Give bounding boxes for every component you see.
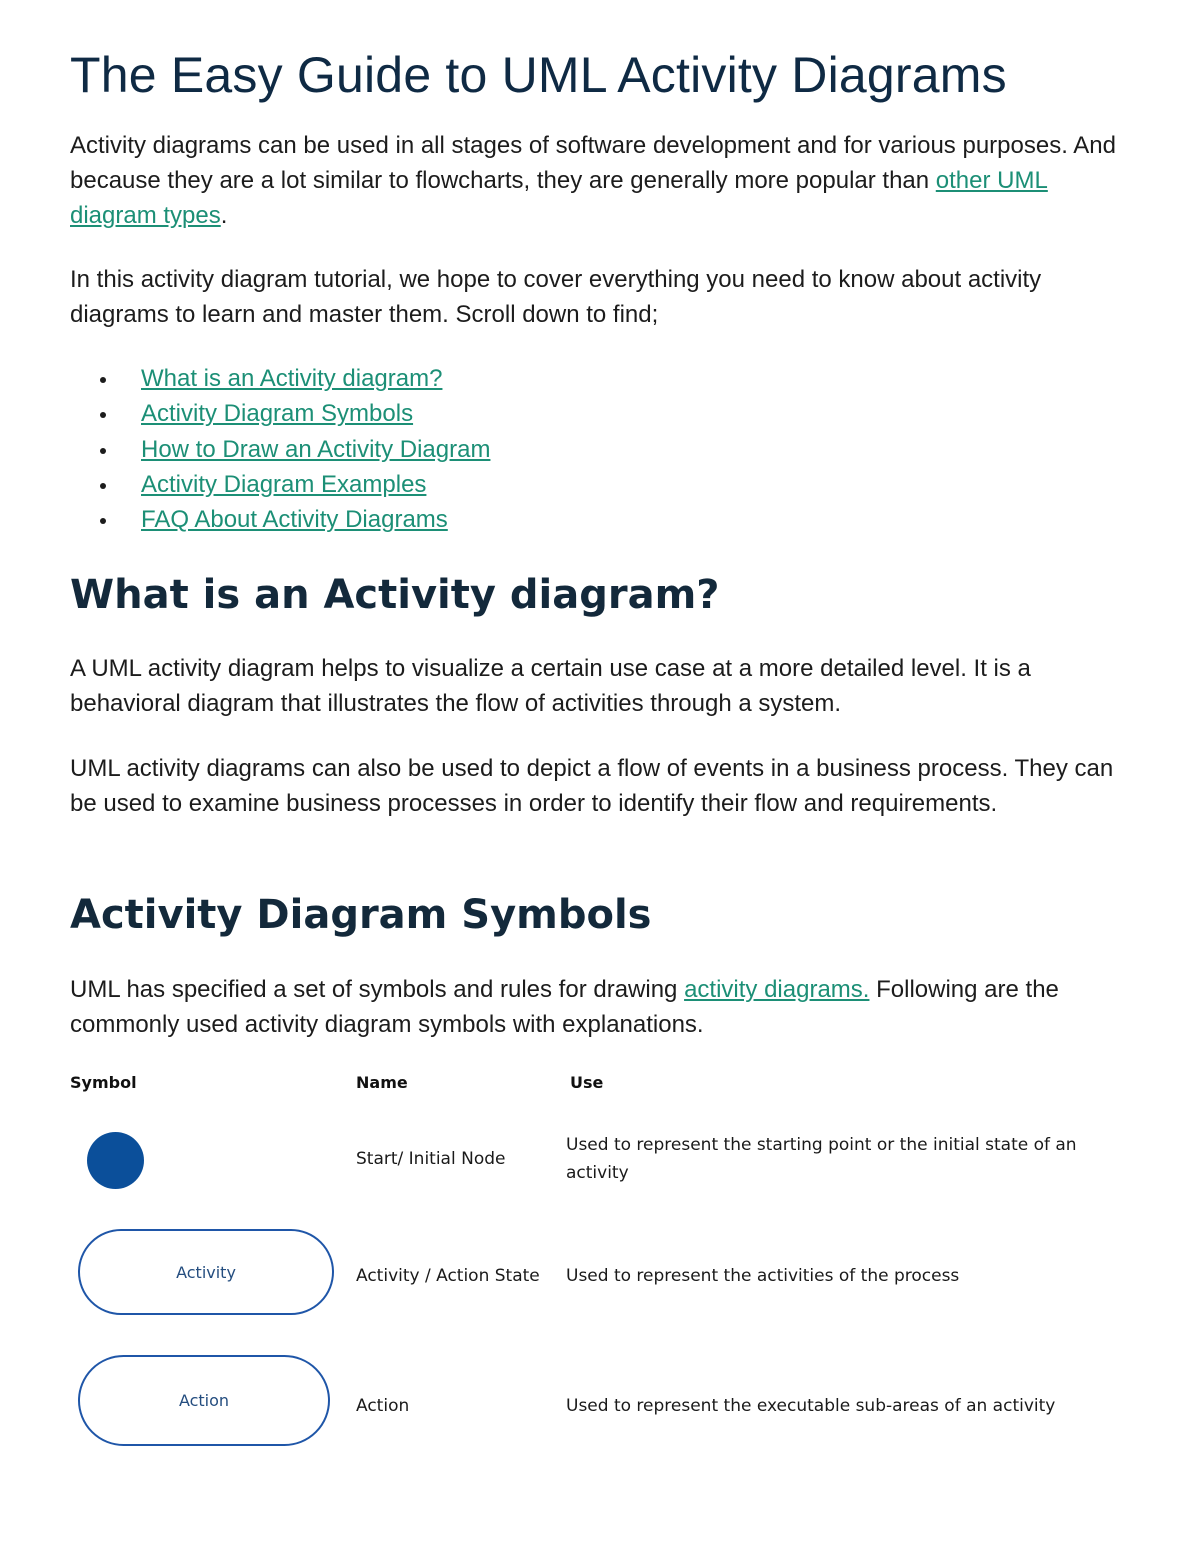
toc-link-examples[interactable]: Activity Diagram Examples	[141, 470, 427, 498]
table-header-name: Name	[356, 1073, 408, 1092]
table-header-symbol: Symbol	[70, 1073, 137, 1092]
toc-link-how-to-draw[interactable]: How to Draw an Activity Diagram	[141, 435, 491, 463]
intro-p1-end: .	[220, 202, 228, 229]
bullet-icon	[100, 448, 106, 454]
section2-p1-end: Following are the commonly used activity diagram symbols with explanations.	[70, 976, 1059, 1038]
row-name-activity: Activity / Action State	[356, 1266, 540, 1286]
row-use-start: Used to represent the starting point or the initial state of an activity	[566, 1135, 1077, 1183]
row-name-action: Action	[356, 1396, 410, 1416]
intro-p1-text: Activity diagrams can be used in all stages of software development and for various purposes. And because they are a lot similar to flowcharts, they are generally more popular than	[70, 132, 1116, 194]
bullet-icon	[100, 483, 106, 489]
toc-item-examples	[100, 467, 490, 502]
row-use-activity: Used to represent the activities of the process	[566, 1266, 960, 1286]
action-symbol-label: Action	[178, 1391, 230, 1410]
toc-item-how-to-draw	[100, 432, 490, 467]
toc-item-faq	[100, 502, 490, 537]
section-heading-what-is: What is an Activity diagram?	[70, 572, 720, 618]
bullet-icon	[100, 377, 106, 383]
section2-paragraph-1	[70, 972, 1130, 1042]
section-heading-symbols: Activity Diagram Symbols	[70, 892, 652, 938]
initial-node-symbol	[87, 1132, 144, 1189]
section1-paragraph-1: A UML activity diagram helps to visualize a certain use case at a more detailed level. It is a behavioral diagram that illustrates the flow of activities through a system.	[70, 655, 1031, 717]
page-title: The Easy Guide to UML Activity Diagrams	[70, 47, 1007, 103]
bullet-icon	[100, 412, 106, 418]
table-header-use: Use	[570, 1073, 604, 1092]
toc-link-what-is[interactable]: What is an Activity diagram?	[141, 365, 443, 392]
activity-diagrams-link[interactable]: activity diagrams.	[684, 976, 870, 1003]
table-of-contents	[100, 361, 490, 537]
toc-item-symbols	[100, 396, 490, 431]
intro-paragraph-1	[70, 128, 1130, 233]
toc-item-what-is	[100, 361, 490, 396]
row-use-action: Used to represent the executable sub-areas of an activity	[566, 1396, 1056, 1416]
section1-paragraph-2: UML activity diagrams can also be used to depict a flow of events in a business process. They can be used to examine business processes in order to identify their flow and requirements.	[70, 755, 1114, 817]
action-symbol	[78, 1355, 330, 1446]
intro-paragraph-2: In this activity diagram tutorial, we hope to cover everything you need to know about activity diagrams to learn and master them. Scroll down to find;	[70, 266, 1042, 328]
section2-p1-text: UML has specified a set of symbols and rules for drawing	[70, 976, 685, 1003]
toc-link-symbols[interactable]: Activity Diagram Symbols	[141, 400, 414, 428]
row-name-start: Start/ Initial Node	[356, 1149, 506, 1169]
bullet-icon	[100, 518, 106, 524]
other-uml-diagram-types-link[interactable]: other UML diagram types	[70, 167, 1048, 229]
activity-symbol-label: Activity	[176, 1262, 236, 1282]
toc-link-faq[interactable]: FAQ About Activity Diagrams	[141, 506, 448, 534]
activity-symbol	[78, 1229, 334, 1315]
